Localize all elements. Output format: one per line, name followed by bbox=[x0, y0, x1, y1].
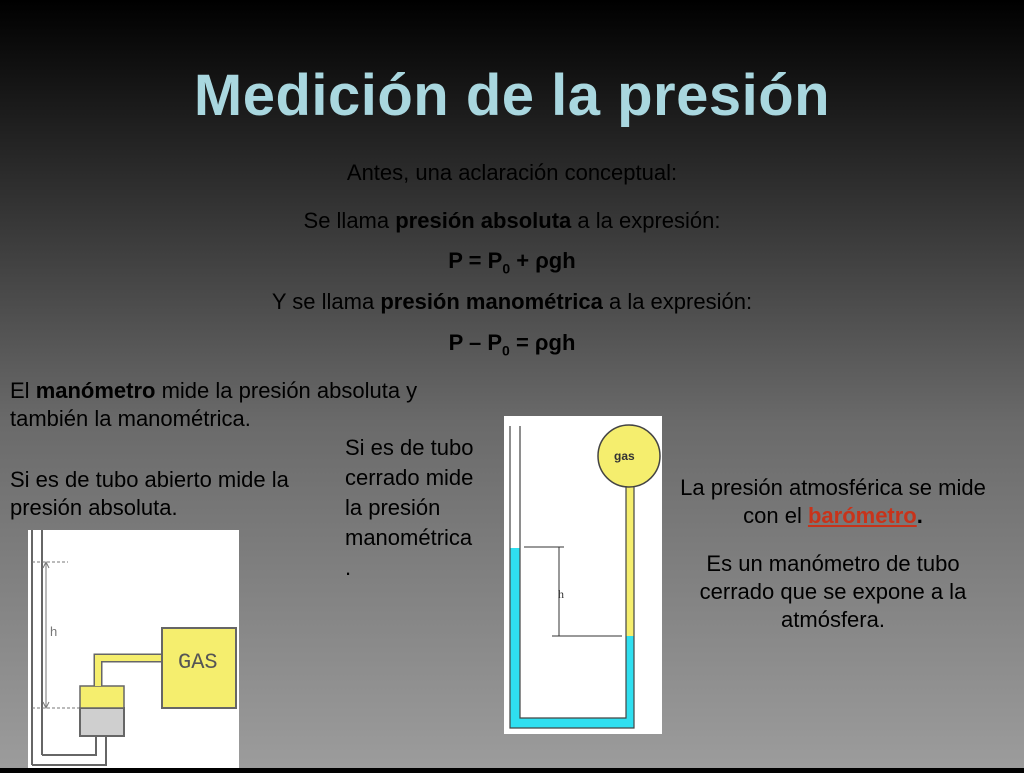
formula2-lhs: P – P bbox=[448, 330, 503, 355]
gauge-pre: Y se llama bbox=[271, 289, 381, 314]
left-p1-post: mide la presión absoluta y también la manométrica. bbox=[10, 378, 418, 431]
tube-left-wall bbox=[32, 530, 42, 765]
closed-tube-manometer-figure bbox=[504, 416, 662, 734]
absolute-pre: Se llama bbox=[303, 208, 396, 233]
formula2-sub: 0 bbox=[502, 342, 510, 359]
barometer-paragraph bbox=[668, 474, 998, 530]
formula2-rhs: = ρgh bbox=[509, 330, 576, 355]
tube-bottom-wall bbox=[32, 735, 106, 765]
absolute-post: a la expresión: bbox=[571, 208, 721, 233]
reservoir-gas bbox=[80, 686, 124, 708]
closed-tube-diagram bbox=[504, 416, 662, 734]
height-label-1: h bbox=[50, 624, 58, 639]
formula-absolute bbox=[0, 248, 1024, 276]
middle-text: Si es de tubo cerrado mide la presión manométrica bbox=[345, 435, 474, 550]
closed-tube-paragraph bbox=[345, 433, 495, 583]
gas-column bbox=[626, 486, 634, 636]
barometer-link[interactable]: barómetro bbox=[807, 503, 917, 528]
right-p1-post: . bbox=[916, 503, 923, 528]
height-label-2: h bbox=[558, 587, 564, 601]
open-tube-manometer-figure bbox=[28, 530, 239, 768]
formula1-sub: 0 bbox=[502, 260, 511, 277]
absolute-pressure-definition bbox=[0, 208, 1024, 234]
formula1-rhs: + ρgh bbox=[510, 248, 576, 273]
barometer-description: Es un manómetro de tubo cerrado que se expone a la atmósfera. bbox=[699, 551, 967, 632]
reservoir-liquid bbox=[80, 708, 124, 736]
gauge-post: a la expresión: bbox=[602, 289, 753, 314]
left-p1-pre: El bbox=[10, 378, 36, 403]
formula-gauge bbox=[0, 330, 1024, 358]
intro-text: Antes, una aclaración conceptual: bbox=[346, 160, 678, 185]
left-p1-bold: manómetro bbox=[35, 378, 156, 403]
gauge-pressure-definition bbox=[0, 289, 1024, 315]
liquid-cyan bbox=[510, 548, 634, 728]
right-p1-pre: La presión atmosférica se mide con el bbox=[680, 475, 986, 528]
middle-period: . bbox=[345, 555, 352, 580]
manometer-paragraph bbox=[10, 377, 500, 433]
gas-label: GAS bbox=[178, 650, 218, 675]
open-tube-paragraph: Si es de tubo abierto mide la presión absoluta. bbox=[10, 467, 289, 520]
slide-title: Medición de la presión bbox=[193, 63, 831, 128]
gas-label-2: gas bbox=[614, 449, 635, 463]
open-tube-diagram bbox=[28, 530, 239, 768]
absolute-bold: presión absoluta bbox=[395, 208, 572, 233]
gauge-bold: presión manométrica bbox=[380, 289, 603, 314]
formula1-lhs: P = P bbox=[448, 248, 503, 273]
